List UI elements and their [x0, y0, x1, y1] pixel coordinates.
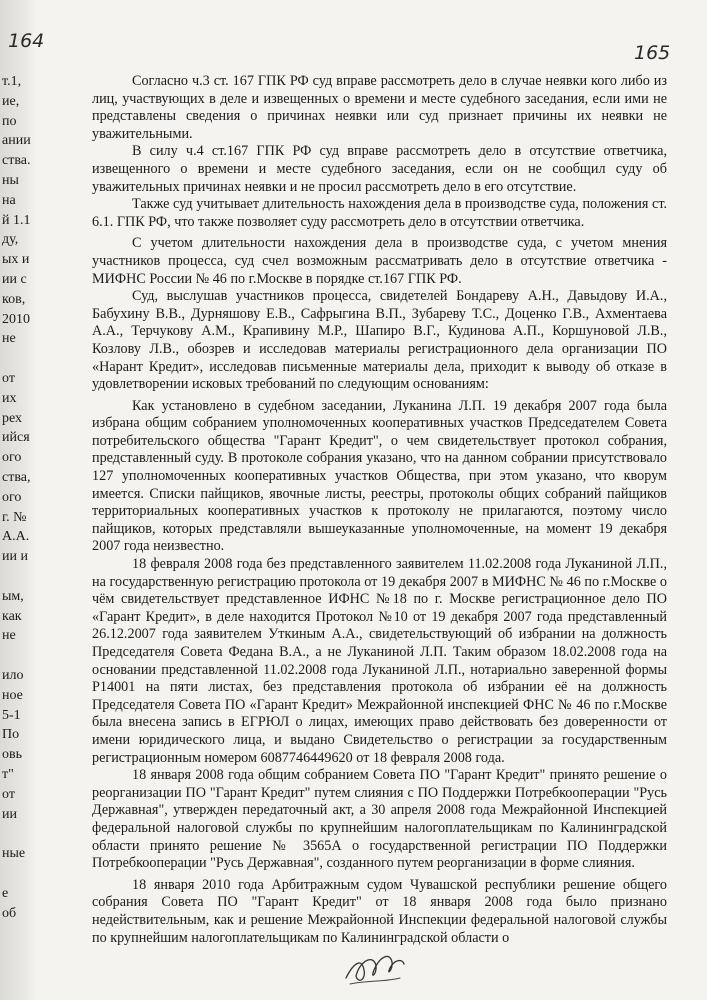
margin-fragment: ии и — [2, 549, 28, 565]
margin-fragment: как — [2, 608, 22, 624]
paragraph: Согласно ч.3 ст. 167 ГПК РФ суд вправе рассмотреть дело в случае неявки кого либо из лиц, участвующих в деле и извещенных о времени и месте судебного заседания, если ими не представлены сведения о причинах неявки или суд признает причины их неявки не уважительными. — [92, 73, 667, 142]
margin-fragment: не — [2, 628, 16, 644]
margin-fragment: от — [2, 371, 15, 386]
margin-fragment: ии с — [2, 272, 27, 287]
margin-fragment: ании — [2, 133, 31, 149]
paragraph: С учетом длительности нахождения дела в производстве суда, с учетом мнения участников процесса, суд счел возможным рассматривать дело в отсутствие ответчика - МИФНС России № 46 по г.Москве в порядке ст.167 ГПК РФ. — [92, 235, 667, 287]
left-margin-fragments — [0, 0, 30, 1000]
paragraph: 18 февраля 2008 года без представленного заявителем 11.02.2008 года Луканиной Л.П., на государственную регистрацию протокола от 19 декабря 2007 в МИФНС № 46 по г.Москве о чём свидетельствует представленное ИФНС №18 по г. Москве регистрационное дело ПО «Гарант Кредит», в деле находится Протокол №10 от 19 декабря 2007 года представленный 26.12.2007 года заявителем Уткиным А.А., свидетельствующий об избрании на должность Председателя Совета Федана В.А., а не Луканиной Л.П. Таким образом 18.02.2008 года на основании представленной 11.02.2008 года Луканиной Л.П., нотариально заверенной формы Р14001 на пяти листах, без представления протокола об избрании её на должность Председателя Совета ПО «Гарант Кредит» Межрайонной инспекцией ФНС № 46 по г.Москве была внесена запись в ЕГРЮЛ о лицах, имеющих право действовать без доверенности от имени юридического лица, и выдано Свидетельство о регистрации за государственным регистрационным номером 6087746449620 от 18 февраля 2008 года. — [92, 556, 667, 766]
margin-fragment: 2010 — [2, 311, 30, 327]
margin-fragment: ков, — [2, 291, 26, 307]
handwritten-signature — [340, 940, 410, 990]
margin-fragment: не — [2, 331, 16, 347]
margin-fragment: от — [2, 786, 15, 802]
paragraph: Суд, выслушав участников процесса, свидетелей Бондареву А.Н., Давыдову И.А., Бабухину В.В., Дурняшову Е.В., Сафрыгина В.П., Зубареву Т.С., Доценко Г.В., Ахментаева А.А., Терчукову А.М., Крапивину М.Р., Шапиро В.Г., Кудинова А.П., Коршуновой Л.В., Козлову Л.В., обозрев и исследовав материалы регистрационного дела организации ПО «Нарант Кредит», исследовав письменные материалы дела, приходит к выводу об отказе в удовлетворении исковых требований по следующим основаниям: — [92, 288, 667, 393]
margin-fragment: т.1, — [2, 74, 22, 89]
margin-fragment: ства. — [2, 153, 31, 169]
margin-fragment: По — [2, 727, 20, 743]
margin-fragment: ило — [2, 668, 24, 683]
margin-fragment: их — [2, 390, 17, 406]
margin-fragment: на — [2, 192, 16, 208]
margin-fragment: ии — [2, 806, 17, 822]
margin-fragment: ие, — [2, 93, 20, 109]
margin-fragment: об — [2, 905, 17, 921]
margin-fragment: по — [2, 113, 17, 129]
margin-fragment: ное — [2, 687, 23, 703]
margin-fragment: й 1.1 — [2, 212, 31, 228]
margin-fragment: ым, — [2, 588, 24, 604]
margin-fragment: ны — [2, 173, 19, 188]
margin-fragment: 5-1 — [2, 707, 21, 723]
margin-fragment: ых и — [2, 252, 30, 268]
margin-fragment: овь — [2, 747, 22, 763]
margin-fragment: А.А. — [2, 529, 30, 545]
paragraph: Как установлено в судебном заседании, Луканина Л.П. 19 декабря 2007 года была избрана общим собранием уполномоченных кооперативных участков Председателем Совета потребительского общества "Гарант Кредит", о чем свидетельствует протокол собрания, представленный суду. В протоколе собрания указано, что на данном собрании присутствовало 127 уполномоченных кооперативных участков Общества, при этом указано, что кворум имеется. Списки пайщиков, явочные листы, реестры, протоколы общих собраний пайщиков территориальных кооперативных участков к протоколу не прилагаются, поэтому число пайщиков, которых представляли вышеуказанные уполномоченные, на момент 19 декабря 2007 года неизвестно. — [92, 397, 667, 555]
margin-fragment: ийся — [2, 430, 30, 446]
page-number-right: 165 — [634, 42, 671, 64]
margin-fragment: ду, — [2, 232, 19, 248]
margin-fragment: ные — [2, 846, 26, 862]
margin-fragment: ого — [2, 450, 22, 466]
paragraph: 18 января 2010 года Арбитражным судом Чувашской республики решение общего собрания Совета ПО "Гарант Кредит" от 18 января 2008 года было признано недействительным, как и решение Межрайонной Инспекции федеральной налоговой службы по крупнейшим налогоплательщикам по Калининградской области о — [92, 876, 667, 946]
paragraph: Также суд учитывает длительность нахождения дела в производстве суда, положения ст. 6.1. ГПК РФ, что также позволяет суду рассмотреть дело в отсутствии ответчика. — [92, 196, 667, 230]
document-body — [92, 73, 667, 947]
page-number-left: 164 — [8, 30, 45, 52]
margin-fragment: т" — [2, 767, 14, 782]
paragraph: 18 января 2008 года общим собранием Совета ПО "Гарант Кредит" принято решение о реорганизации ПО "Гарант Кредит" путем слияния с ПО Поддержки Потребкооперации "Русь Державная", утвержден передаточный акт, а 30 апреля 2008 года Межрайонной Инспекцией федеральной налоговой службы по крупнейшим налогоплательщикам по Калининградской области принято решение № 3565А о государственной регистрации ПО Поддержки Потребкооперации "Русь Державная", созданного путем реорганизации в форме слияния. — [92, 767, 667, 872]
margin-fragment: г. № — [2, 509, 27, 525]
margin-fragment: рех — [2, 410, 23, 426]
margin-fragment: е — [2, 885, 9, 901]
margin-fragment: ого — [2, 489, 22, 505]
margin-fragment: ства, — [2, 470, 31, 485]
paragraph: В силу ч.4 ст.167 ГПК РФ суд вправе рассмотреть дело в отсутствие ответчика, извещенного о времени и месте судебного заседания, если он не сообщил суду об уважительных причинах неявки и не просил рассмотреть дело в его отсутствие. — [92, 143, 667, 195]
